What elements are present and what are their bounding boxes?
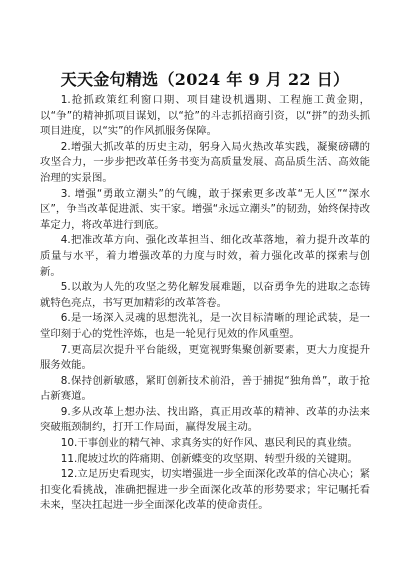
quote-item-10: 10.干事创业的精气神、求真务实的好作风、惠民利民的真业绩。 [60, 437, 358, 450]
quote-list [40, 93, 370, 514]
quote-item-7: 7.更高层次提升平台能级，更宽视野集聚创新要素，更大力度提升服务效能。 [40, 343, 370, 372]
quote-item-5: 5.以敢为人先的攻坚之势化解发展难题，以奋勇争先的进取之态铸就特色亮点，书写更加精彩的改革答卷。 [40, 281, 370, 309]
quote-item-4: 4.把准改革方向、强化改革担当、细化改革落地，着力提升改革的质量与水平，着力增强改革的力度与时效，着力强化改革的探索与创新。 [40, 234, 370, 278]
document-title: 天天金句精选（2024 年 9 月 22 日） [60, 70, 350, 89]
quote-item-6: 6.是一场深入灵魂的思想洗礼，是一次目标清晰的理论武装，是一堂印刻于心的党性淬炼，也是一轮见行见效的作风重塑。 [40, 312, 370, 340]
quote-item-11: 11.爬坡过坎的阵痛期、创新蝶变的攻坚期、转型升级的关键期。 [60, 452, 358, 465]
quote-item-2: 2.增强大抓改革的历史主动，躬身入局火热改革实践，凝聚磅礴的攻坚合力，一步步把改革任务书变为高质量发展、高品质生活、高效能治理的实景图。 [40, 140, 370, 184]
quote-item-12: 12.立足历史看现实，切实增强进一步全面深化改革的信心决心；紧扣变化看挑战，准确把握进一步全面深化改革的形势要求；牢记嘱托看未来，坚决扛起进一步全面深化改革的使命责任。 [40, 468, 370, 512]
quote-item-8: 8.保持创新敏感，紧盯创新技术前沿，善于捕捉“独角兽”，敢于抢占新赛道。 [40, 374, 370, 403]
quote-item-9: 9.多从改革上想办法、找出路，真正用改革的精神、改革的办法来突破瓶颈制约，打开工作局面，赢得发展主动。 [40, 405, 370, 434]
quote-item-3: 3. 增强“勇敢立潮头”的气魄，敢于探索更多改革“无人区”“深水区”，争当改革促进派、实干家。增强“永远立潮头”的韧劲，始终保持改革定力，将改革进行到底。 [40, 187, 370, 231]
quote-item-1: 1.抢抓政策红利窗口期、项目建设机遇期、工程施工黄金期，以“争”的精神抓项目谋划，以“抢”的斗志抓招商引资，以“拼”的劲头抓项目进度，以“实”的作风抓服务保障。 [40, 94, 370, 138]
